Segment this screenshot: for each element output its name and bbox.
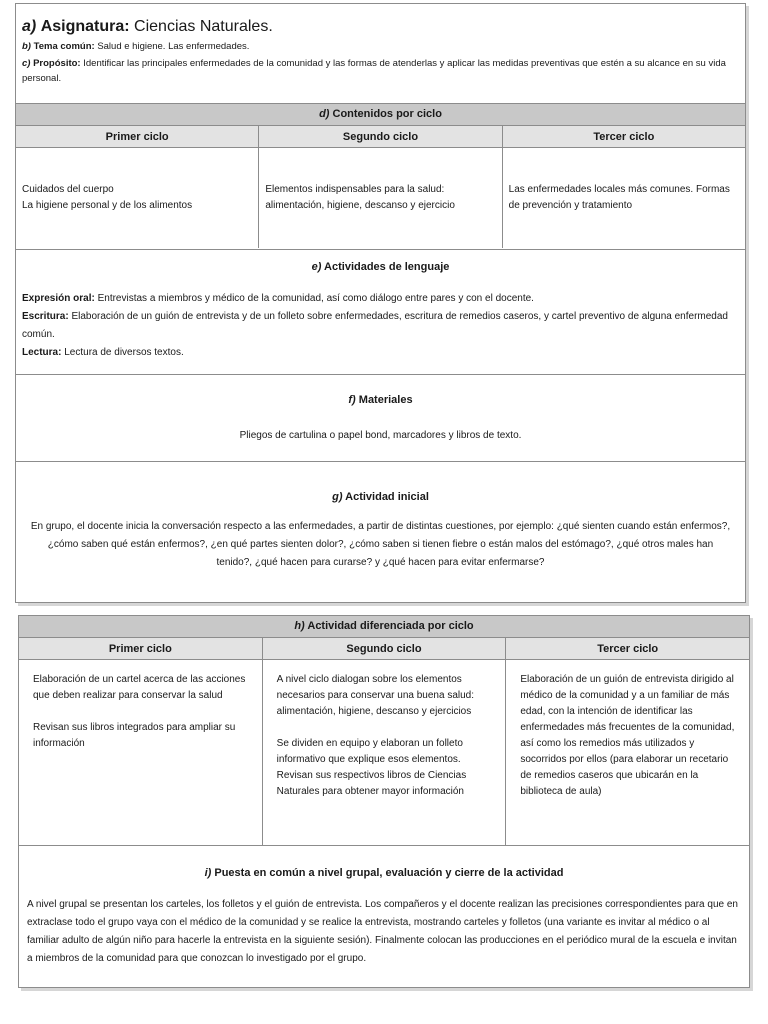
- contenidos-cell-tercer: [503, 148, 745, 248]
- contenidos-column-headers: [16, 126, 745, 148]
- diferenciada-segundo-p2: Se dividen en equipo y elaboran un folleto informativo que explique esos elementos. Revisan sus respectivos libros de Ciencias Naturales para obtener mayor información: [276, 738, 467, 797]
- lenguaje-title: Actividades de lenguaje: [324, 261, 450, 273]
- asignatura-letter: a): [22, 18, 37, 35]
- materiales-letter: f): [348, 394, 356, 406]
- diferenciada-segundo-p1: A nivel ciclo dialogan sobre los elementos necesarios para conservar una buena salud: alimentación, higiene, descanso y ejercicios: [276, 674, 475, 717]
- contenidos-letter: d): [319, 108, 330, 120]
- proposito-letter: c): [22, 58, 31, 69]
- materiales-text: Pliegos de cartulina o papel bond, marcadores y libros de texto.: [239, 430, 522, 441]
- header-info: [22, 16, 737, 86]
- asignatura-label: Asignatura:: [40, 18, 130, 35]
- lenguaje-escritura-text: Elaboración de un guión de entrevista y de un folleto sobre enfermedades, escritura de remedios caseros, y cartel preventivo de alguna enfermedad común.: [22, 311, 728, 340]
- tema-letter: b): [22, 41, 31, 52]
- lenguaje-section: [16, 249, 745, 374]
- materiales-section: [16, 374, 745, 461]
- diferenciada-col-primer: Primer ciclo: [19, 638, 263, 659]
- inicial-heading: [30, 488, 731, 506]
- contenidos-header: [16, 104, 745, 126]
- contenidos-primer-line-1: Cuidados del cuerpo: [22, 184, 114, 195]
- proposito-value: Identificar las principales enfermedades de la comunidad y las formas de atenderlas y aplicar las medidas preventivas que estén a su alcance en su vida personal.: [22, 58, 726, 84]
- cierre-text: A nivel grupal se presentan los carteles, los folletos y el guión de entrevista. Los compañeros y el docente realizan las precisiones correspondientes para que en extraclase todo el grupo vaya con el médico de la comunidad y se realice la entrevista, mostrando carteles y folletos (una variante es invitar al médico o al familiar adulto de algún niño para hacerle la entrevista en la siguiente sesión). Finalmente colocan las producciones en el periódico mural de la escuela e invitan a miembros de la comunidad para que conozcan lo investigado por el grupo.: [27, 899, 738, 964]
- materiales-title: Materiales: [358, 394, 413, 406]
- cierre-letter: i): [204, 867, 212, 879]
- lenguaje-item-oral: [22, 290, 739, 308]
- diferenciada-cells: [19, 660, 749, 846]
- diferenciada-header: [19, 616, 749, 638]
- inicial-letter: g): [332, 491, 343, 503]
- lenguaje-item-lectura: [22, 344, 739, 362]
- cierre-heading: [27, 864, 741, 882]
- diferenciada-column-headers: [19, 638, 749, 660]
- lenguaje-oral-text: Entrevistas a miembros y médico de la comunidad, así como diálogo entre pares y con el docente.: [97, 293, 534, 304]
- asignatura-value: Ciencias Naturales.: [134, 18, 273, 35]
- lenguaje-oral-label: Expresión oral:: [22, 293, 95, 304]
- lenguaje-escritura-label: Escritura:: [22, 311, 69, 322]
- contenidos-col-segundo: Segundo ciclo: [259, 126, 502, 147]
- proposito-line: [22, 56, 737, 86]
- planning-sheet-top: [15, 3, 746, 603]
- cierre-title: Puesta en común a nivel grupal, evaluación y cierre de la actividad: [214, 867, 564, 879]
- lenguaje-lectura-text: Lectura de diversos textos.: [64, 347, 184, 358]
- lenguaje-item-escritura: [22, 308, 739, 344]
- cierre-section: [19, 846, 749, 987]
- asignatura-line: [22, 16, 737, 38]
- inicial-text: En grupo, el docente inicia la conversación respecto a las enfermedades, a partir de distintas cuestiones, por ejemplo: ¿qué sienten cuando están enfermos?, ¿cómo saben qué están enfermos?, ¿en qué partes sienten dolor?, ¿cómo saben si tienen fiebre o están malos del estómago?, ¿qué otros males han tenido?, ¿qué hacen para curarse? y ¿qué hacen para evitar enfermarse?: [30, 521, 731, 568]
- tema-label: Tema común:: [33, 41, 95, 52]
- contenidos-tercer-text: Las enfermedades locales más comunes. Formas de prevención y tratamiento: [508, 184, 730, 211]
- contenidos-cell-primer: [16, 148, 259, 248]
- contenidos-primer-line-2: La higiene personal y de los alimentos: [22, 200, 193, 211]
- diferenciada-letter: h): [294, 620, 305, 632]
- diferenciada-cell-primer: [19, 660, 263, 845]
- lenguaje-letter: e): [311, 261, 322, 273]
- contenidos-title: Contenidos por ciclo: [332, 108, 442, 120]
- contenidos-segundo-text: Elementos indispensables para la salud: alimentación, higiene, descanso y ejercicio: [265, 184, 455, 211]
- lenguaje-lectura-label: Lectura:: [22, 347, 62, 358]
- diferenciada-cell-segundo: [263, 660, 507, 845]
- tema-value: Salud e higiene. Las enfermedades.: [97, 41, 250, 52]
- diferenciada-primer-p1: Elaboración de un cartel acerca de las acciones que deben realizar para conservar la salud: [33, 674, 246, 701]
- inicial-section: [16, 461, 745, 602]
- diferenciada-title: Actividad diferenciada por ciclo: [307, 620, 474, 632]
- tema-line: [22, 39, 737, 54]
- diferenciada-tercer-p1: Elaboración de un guión de entrevista dirigido al médico de la comunidad y a un familiar de más edad, con la intención de identificar las enfermedades más frecuentes de la comunidad, así como los remedios más utilizados y socorridos por ellos (para elaborar un recetario de remedios caseros que ubicarán en la biblioteca de aula): [520, 674, 735, 797]
- planning-sheet-bottom: [18, 615, 750, 988]
- contenidos-col-primer: Primer ciclo: [16, 126, 259, 147]
- inicial-title: Actividad inicial: [345, 491, 429, 503]
- contenidos-cell-segundo: [259, 148, 502, 248]
- lenguaje-heading: [22, 258, 739, 276]
- diferenciada-cell-tercer: [506, 660, 749, 845]
- contenidos-cells: [16, 148, 745, 248]
- diferenciada-primer-p2: Revisan sus libros integrados para ampliar su información: [33, 722, 236, 749]
- diferenciada-col-segundo: Segundo ciclo: [263, 638, 507, 659]
- proposito-label: Propósito:: [33, 58, 81, 69]
- materiales-heading: [22, 391, 739, 409]
- diferenciada-col-tercer: Tercer ciclo: [597, 642, 659, 655]
- contenidos-section: [16, 103, 745, 249]
- contenidos-col-tercer: Tercer ciclo: [593, 130, 655, 143]
